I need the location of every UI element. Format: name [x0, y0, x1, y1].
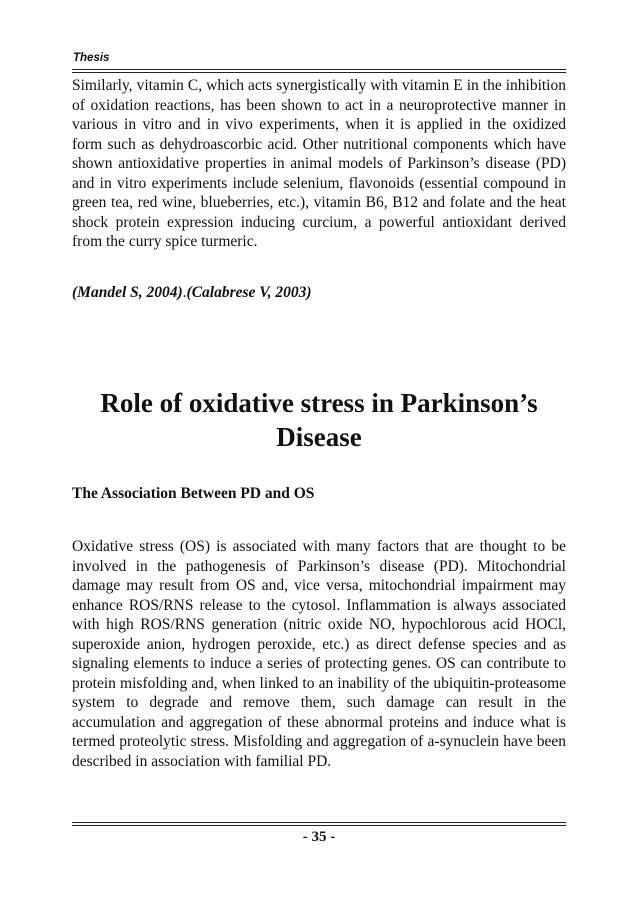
- document-page: [72, 0, 566, 907]
- body-paragraph-oxidative-stress: Oxidative stress (OS) is associated with many factors that are thought to be involved in the pathogenesis of Parkinson’s disease (PD). Mitochondrial damage may result from OS and, vice versa, mitochondrial impairment may enhance ROS/RNS release to the cytosol. Inflammation is always associated with high ROS/RNS generation (nitric oxide NO, hypochlorous acid HOCl, superoxide anion, hydrogen peroxide, etc.) as direct defense species and as signaling elements to induce a series of protecting genes. OS can contribute to protein misfolding and, when linked to an inability of the ubiquitin-proteasome system to degrade and remove them, such damage can result in the accumulation and aggregation of these abnormal proteins and induce what is termed proteolytic stress. Misfolding and aggregation of a-synuclein have been described in association with familial PD.: [72, 538, 566, 770]
- subsection-heading: The Association Between PD and OS: [72, 485, 315, 502]
- section-heading: Role of oxidative stress in Parkinson’s Disease: [100, 388, 538, 452]
- header-rule-upper: [72, 69, 566, 70]
- citation-line: [72, 283, 312, 303]
- footer-rule-lower: [72, 825, 566, 826]
- footer-rule-upper: [72, 822, 566, 823]
- header-rule-lower: [72, 72, 566, 73]
- citation-separator: .: [182, 284, 187, 301]
- citation-mandel: (Mandel S, 2004): [72, 284, 183, 301]
- page-number: - 35 -: [302, 829, 336, 845]
- body-paragraph-antioxidants: Similarly, vitamin C, which acts synergistically with vitamin E in the inhibition of oxidation reactions, has been shown to act in a neuroprotective manner in various in vitro and in vivo experiments, when it is applied in the oxidized form such as dehydroascorbic acid. Other nutritional components which have shown antioxidative properties in animal models of Parkinson’s disease (PD) and in vitro experiments include selenium, flavonoids (essential compound in green tea, red wine, blueberries, etc.), vitamin B6, B12 and folate and the heat shock protein expression inducing curcium, a powerful antioxidant derived from the curry spice turmeric.: [72, 77, 566, 250]
- running-header: Thesis: [73, 52, 110, 64]
- citation-calabrese: (Calabrese V, 2003): [186, 284, 312, 301]
